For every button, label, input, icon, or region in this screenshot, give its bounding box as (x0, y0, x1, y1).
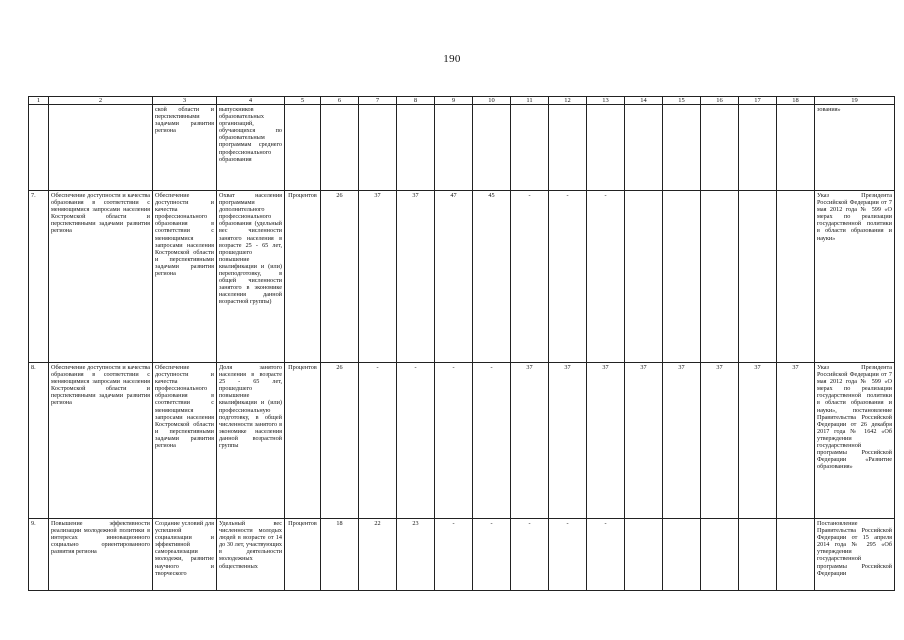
column-header: 2 (49, 97, 153, 105)
header-row (29, 97, 895, 105)
value-cell: - (511, 519, 549, 591)
column-header: 15 (663, 97, 701, 105)
column-header: 3 (153, 97, 217, 105)
column-header: 14 (625, 97, 663, 105)
indicators-table (28, 96, 895, 591)
unit-cell: Процентов (285, 519, 321, 591)
value-cell: 37 (663, 363, 701, 519)
table-row (29, 105, 895, 191)
value-cell (587, 105, 625, 191)
row-number-cell: 7. (29, 191, 49, 363)
value-cell: - (587, 519, 625, 591)
column-header: 19 (815, 97, 895, 105)
value-cell (625, 519, 663, 591)
value-cell (777, 191, 815, 363)
indicator-cell: Охват населения программами дополнительного профессионального образования (удельный вес численности занятого населения в возрасте 25 - 65 лет, прошедшего повышение квалификации и (или) переподготовку, в общей численности занятого в экономике населения данной возрастной группы) (217, 191, 285, 363)
value-cell (701, 191, 739, 363)
value-cell: 37 (549, 363, 587, 519)
value-cell (701, 105, 739, 191)
value-cell (435, 105, 473, 191)
indicator-cell: выпускников образовательных организаций, обучающихся по образовательным программам среднего профессионального образования (217, 105, 285, 191)
value-cell: 37 (359, 191, 397, 363)
unit-cell (285, 105, 321, 191)
value-cell: 45 (473, 191, 511, 363)
value-cell: - (511, 191, 549, 363)
value-cell: - (473, 363, 511, 519)
value-cell: - (397, 363, 435, 519)
value-cell: 47 (435, 191, 473, 363)
value-cell (359, 105, 397, 191)
value-cell: 22 (359, 519, 397, 591)
value-cell (777, 105, 815, 191)
value-cell (549, 105, 587, 191)
value-cell: - (435, 363, 473, 519)
column-header: 18 (777, 97, 815, 105)
column-header: 6 (321, 97, 359, 105)
value-cell (663, 519, 701, 591)
row-number-cell: 9. (29, 519, 49, 591)
column-header: 8 (397, 97, 435, 105)
goal-cell: Обеспечение доступности и качества образования в соответствии с меняющимися запросами населения Костромской области и перспективными задачами развития региона (49, 363, 153, 519)
value-cell: - (435, 519, 473, 591)
value-cell (739, 519, 777, 591)
unit-cell: Процентов (285, 363, 321, 519)
column-header: 17 (739, 97, 777, 105)
task-cell: Обеспечение доступности и качества профессионального образования в соответствии с меняющимися запросами населения Костромской области и перспективными задачами развития региона (153, 363, 217, 519)
value-cell (739, 105, 777, 191)
value-cell (701, 519, 739, 591)
goal-cell: Обеспечение доступности и качества образования в соответствии с меняющимися запросами населения Костромской области и перспективными задачами развития региона (49, 191, 153, 363)
value-cell (625, 191, 663, 363)
column-header: 11 (511, 97, 549, 105)
value-cell: 37 (739, 363, 777, 519)
basis-cell: Постановление Правительства Российской Федерации от 15 апреля 2014 года № 295 «Об утверждении государственной программы Российской Федерации (815, 519, 895, 591)
column-header: 4 (217, 97, 285, 105)
value-cell (321, 105, 359, 191)
value-cell (473, 105, 511, 191)
value-cell (739, 191, 777, 363)
basis-cell: зования» (815, 105, 895, 191)
column-header: 5 (285, 97, 321, 105)
indicator-cell: Доля занятого населения в возрасте 25 - 65 лет, прошедшего повышение квалификации и (или) профессиональную подготовку, в общей численности занятого в экономике населения данной возрастной группы (217, 363, 285, 519)
value-cell: 26 (321, 363, 359, 519)
value-cell: 37 (397, 191, 435, 363)
value-cell: 37 (511, 363, 549, 519)
column-header: 12 (549, 97, 587, 105)
column-header: 1 (29, 97, 49, 105)
value-cell: - (549, 519, 587, 591)
table-row (29, 519, 895, 591)
column-header: 9 (435, 97, 473, 105)
value-cell: - (473, 519, 511, 591)
value-cell: 26 (321, 191, 359, 363)
value-cell (777, 519, 815, 591)
value-cell (397, 105, 435, 191)
column-header: 10 (473, 97, 511, 105)
indicator-cell: Удельный вес численности молодых людей в возрасте от 14 до 30 лет, участвующих в деятельности молодежных общественных (217, 519, 285, 591)
value-cell (625, 105, 663, 191)
value-cell: 23 (397, 519, 435, 591)
page-number: 190 (443, 53, 461, 65)
task-cell: ской области и перспективными задачами развития региона (153, 105, 217, 191)
value-cell (663, 105, 701, 191)
row-number-cell: 8. (29, 363, 49, 519)
value-cell: 18 (321, 519, 359, 591)
task-cell: Обеспечение доступности и качества профессионального образования в соответствии с меняющимися запросами населения Костромской области и перспективными задачами развития региона (153, 191, 217, 363)
basis-cell: Указ Президента Российской Федерации от 7 мая 2012 года № 599 «О мерах по реализации государственной политики в области образования и науки» (815, 191, 895, 363)
column-header: 13 (587, 97, 625, 105)
unit-cell: Процентов (285, 191, 321, 363)
value-cell: 37 (701, 363, 739, 519)
row-number-cell (29, 105, 49, 191)
basis-cell: Указ Президента Российской Федерации от 7 мая 2012 года № 599 «О мерах по реализации государственной политики в области образования и науки», постановление Правительства Российской Федерации от 26 декабря 2017 года № 1642 «Об утверждении государственной программы Российской Федерации «Развитие образования» (815, 363, 895, 519)
goal-cell (49, 105, 153, 191)
value-cell: - (587, 191, 625, 363)
value-cell: 37 (587, 363, 625, 519)
task-cell: Создание условий для успешной социализации и эффективной самореализации молодежи, развитие научного и творческого (153, 519, 217, 591)
value-cell (663, 191, 701, 363)
value-cell: - (549, 191, 587, 363)
table-row (29, 363, 895, 519)
value-cell: - (359, 363, 397, 519)
column-header: 7 (359, 97, 397, 105)
column-header: 16 (701, 97, 739, 105)
value-cell: 37 (777, 363, 815, 519)
value-cell (511, 105, 549, 191)
table-row (29, 191, 895, 363)
value-cell: 37 (625, 363, 663, 519)
goal-cell: Повышение эффективности реализации молодежной политики в интересах инновационного социально ориентированного развития региона (49, 519, 153, 591)
